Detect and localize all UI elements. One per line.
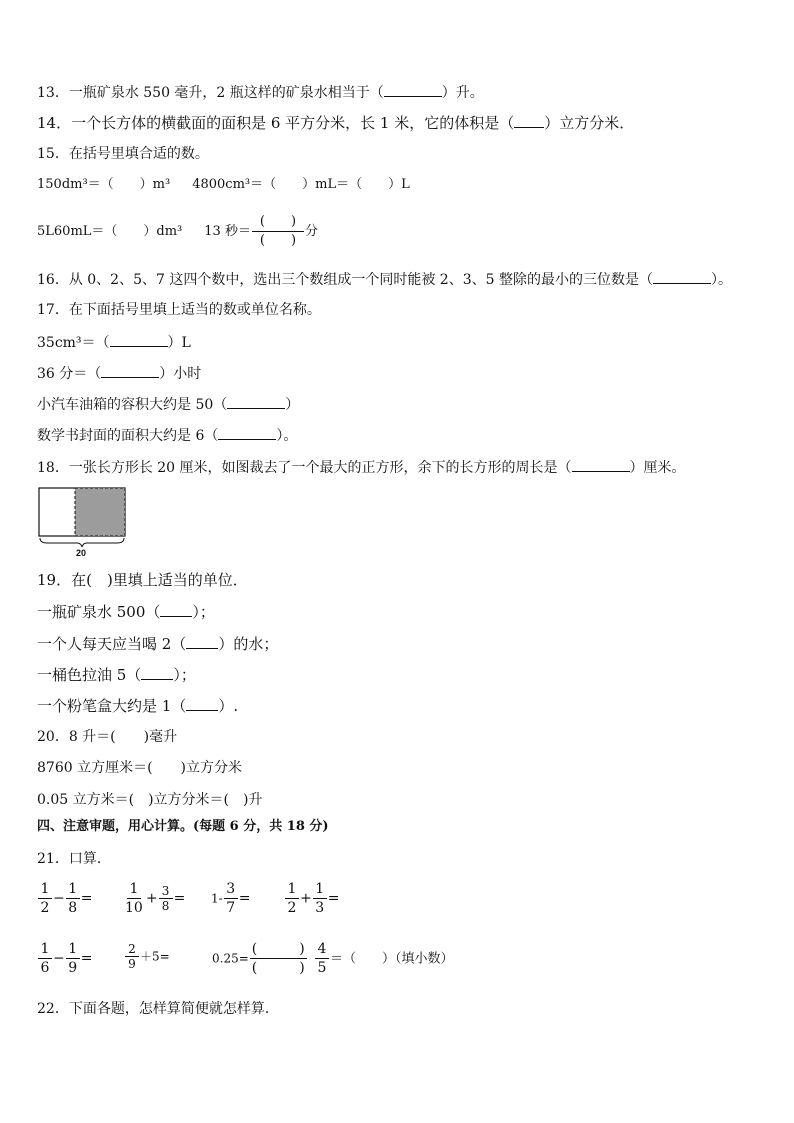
question-16 bbox=[37, 269, 732, 290]
mental-math-item bbox=[284, 880, 339, 917]
brace-label: 20 bbox=[76, 548, 87, 558]
numerator-blank: ( ) bbox=[251, 941, 305, 957]
question-14-suffix: ）立方分米． bbox=[544, 114, 635, 132]
prompt-suffix: ）. bbox=[218, 697, 239, 715]
mental-math-item bbox=[37, 940, 92, 977]
denominator: 6 bbox=[40, 960, 50, 976]
mental-math-item bbox=[211, 880, 250, 917]
prompt-suffix: ）； bbox=[173, 666, 196, 684]
question-20-line1: 20．8 升＝( )毫升 bbox=[37, 729, 178, 745]
answer-blank[interactable] bbox=[653, 269, 711, 284]
equals-sign: = bbox=[173, 890, 186, 907]
question-20-line2: 8760 立方厘米＝( )立方分米 bbox=[37, 760, 243, 776]
prompt: 一个人每天应当喝 2（ bbox=[37, 635, 187, 653]
prompt-suffix: ）小时 bbox=[159, 366, 202, 382]
question-19-line4 bbox=[37, 696, 238, 716]
answer-blank[interactable] bbox=[572, 457, 630, 472]
question-15-title: 15．在括号里填合适的数。 bbox=[37, 146, 209, 162]
fraction bbox=[38, 940, 52, 977]
question-18-suffix: ）厘米。 bbox=[629, 460, 686, 476]
numerator: 3 bbox=[159, 884, 173, 899]
prompt: 一桶色拉油 5（ bbox=[37, 666, 142, 684]
operator: − bbox=[53, 950, 65, 967]
prompt: 小汽车油箱的容积大约是 50（ bbox=[37, 397, 228, 413]
question-14-text: 14．一个长方体的横截面的面积是 6 平方分米，长 1 米，它的体积是（ bbox=[37, 114, 515, 132]
numerator: 1 bbox=[38, 880, 52, 899]
denominator-blank: ( ) bbox=[251, 960, 305, 976]
operator: + bbox=[145, 890, 158, 907]
cut-square bbox=[75, 488, 125, 536]
operator: − bbox=[53, 890, 65, 907]
section-heading: 四、注意审题，用心计算。(每题 6 分，共 18 分) bbox=[37, 819, 329, 834]
question-18-text: 18．一张长方形长 20 厘米，如图裁去了一个最大的正方形，余下的长方形的周长是（ bbox=[37, 460, 572, 476]
question-19-line1 bbox=[37, 602, 215, 622]
answer-blank[interactable] bbox=[186, 696, 218, 711]
prompt-suffix: ）的水； bbox=[218, 635, 279, 653]
numerator: 1 bbox=[127, 880, 141, 899]
question-17-line1 bbox=[37, 332, 191, 353]
fraction bbox=[285, 880, 299, 917]
denominator: 7 bbox=[226, 900, 236, 916]
answer-blank[interactable] bbox=[227, 394, 285, 409]
denominator: 3 bbox=[315, 900, 325, 916]
question-18 bbox=[37, 457, 686, 478]
numerator: 2 bbox=[125, 942, 139, 957]
prompt-suffix: ） bbox=[285, 397, 300, 413]
denominator: 9 bbox=[128, 957, 136, 971]
equals-sign: = bbox=[238, 890, 251, 907]
question-15-row1 bbox=[37, 175, 410, 195]
prompt: 一瓶矿泉水 500（ bbox=[37, 603, 161, 621]
question-14 bbox=[37, 113, 634, 133]
rectangle-figure bbox=[37, 486, 129, 558]
fraction bbox=[315, 940, 329, 977]
question-16-suffix: ）。 bbox=[710, 272, 732, 288]
answer-blank[interactable] bbox=[101, 363, 159, 378]
equals-sign: = bbox=[80, 890, 93, 907]
numerator: 1 bbox=[38, 940, 52, 959]
operand: 0.25= bbox=[212, 951, 249, 966]
denominator: 2 bbox=[287, 900, 297, 916]
question-22-title: 22．下面各题，怎样算简便就怎样算． bbox=[37, 1001, 279, 1017]
denominator: 2 bbox=[40, 900, 50, 916]
question-17-line3 bbox=[37, 394, 299, 415]
prompt: 36 分＝（ bbox=[37, 366, 102, 382]
answer-blank[interactable] bbox=[160, 602, 192, 617]
mental-math-item bbox=[212, 940, 308, 977]
mental-math-item bbox=[122, 880, 185, 917]
fraction bbox=[125, 942, 139, 971]
unit-label: 分 bbox=[304, 224, 318, 239]
mental-math-item bbox=[37, 880, 92, 917]
fraction bbox=[66, 940, 80, 977]
question-17-line4 bbox=[37, 425, 297, 446]
answer-blank[interactable] bbox=[186, 634, 218, 649]
numerator: 4 bbox=[315, 940, 329, 959]
prompt-suffix: ）； bbox=[192, 603, 215, 621]
operand: ＋5= bbox=[140, 949, 170, 964]
conversion-item: 5L60mL＝（ ）dm³ bbox=[37, 224, 183, 239]
mental-math-item bbox=[124, 942, 170, 971]
denominator: 8 bbox=[161, 899, 170, 913]
conversion-item: 13 秒＝ bbox=[204, 224, 251, 239]
fraction bbox=[66, 880, 80, 917]
fraction-denominator: ( ) bbox=[259, 233, 297, 248]
question-13-text: 13．一瓶矿泉水 550 毫升，2 瓶这样的矿泉水相当于（ bbox=[37, 85, 384, 101]
answer-blank[interactable] bbox=[141, 665, 173, 680]
denominator: 9 bbox=[68, 960, 78, 976]
question-13-suffix: ）升。 bbox=[441, 85, 484, 101]
fraction bbox=[224, 880, 238, 917]
question-13 bbox=[37, 82, 484, 103]
question-19-title: 19．在( )里填上适当的单位． bbox=[37, 571, 248, 589]
question-19-line3 bbox=[37, 665, 196, 685]
prompt-suffix: ）L bbox=[167, 335, 191, 351]
question-17-title: 17．在下面括号里填上适当的数或单位名称。 bbox=[37, 302, 321, 318]
numerator: 1 bbox=[285, 880, 299, 899]
denominator: 5 bbox=[317, 960, 327, 976]
operator: + bbox=[300, 890, 312, 907]
prompt: 35cm³＝（ bbox=[37, 335, 110, 351]
fraction bbox=[38, 880, 52, 917]
question-17-line2 bbox=[37, 363, 201, 384]
answer-blank[interactable] bbox=[218, 425, 276, 440]
equals-sign: = bbox=[80, 950, 93, 967]
numerator: 1 bbox=[66, 940, 80, 959]
prompt: 一个粉笔盒大约是 1（ bbox=[37, 697, 187, 715]
answer-blank[interactable] bbox=[514, 113, 544, 128]
question-19-line2 bbox=[37, 634, 278, 654]
operand: 1- bbox=[211, 891, 223, 906]
denominator: 10 bbox=[125, 900, 143, 916]
prompt-suffix: ）。 bbox=[276, 428, 298, 444]
numerator: 1 bbox=[66, 880, 80, 899]
brace bbox=[40, 538, 124, 547]
numerator: 1 bbox=[313, 880, 327, 899]
prompt: 数学书封面的面积大约是 6（ bbox=[37, 428, 219, 444]
fraction-blank[interactable] bbox=[252, 213, 304, 250]
fraction bbox=[159, 884, 173, 913]
fraction-numerator: ( ) bbox=[252, 213, 304, 232]
question-15-row2 bbox=[37, 210, 318, 254]
denominator: 8 bbox=[68, 900, 78, 916]
conversion-item: 150dm³＝（ ）m³ bbox=[37, 177, 171, 192]
fraction bbox=[123, 880, 145, 917]
mental-math-item bbox=[314, 940, 454, 977]
fraction-blank[interactable] bbox=[250, 940, 307, 977]
fraction bbox=[313, 880, 327, 917]
conversion-item: 4800cm³＝（ ）mL＝（ ）L bbox=[192, 177, 410, 192]
numerator: 3 bbox=[224, 880, 238, 899]
operand: ＝（ ）（填小数） bbox=[330, 951, 454, 967]
question-20-line3: 0.05 立方米＝( )立方分米＝( )升 bbox=[37, 792, 263, 808]
answer-blank[interactable] bbox=[110, 332, 168, 347]
equals-sign: = bbox=[327, 890, 340, 907]
question-21-title: 21．口算． bbox=[37, 851, 111, 867]
question-16-text: 16．从 0、2、5、7 这四个数中，选出三个数组成一个同时能被 2、3、5 整除的最小的三位数是（ bbox=[37, 272, 653, 288]
answer-blank[interactable] bbox=[384, 82, 442, 97]
